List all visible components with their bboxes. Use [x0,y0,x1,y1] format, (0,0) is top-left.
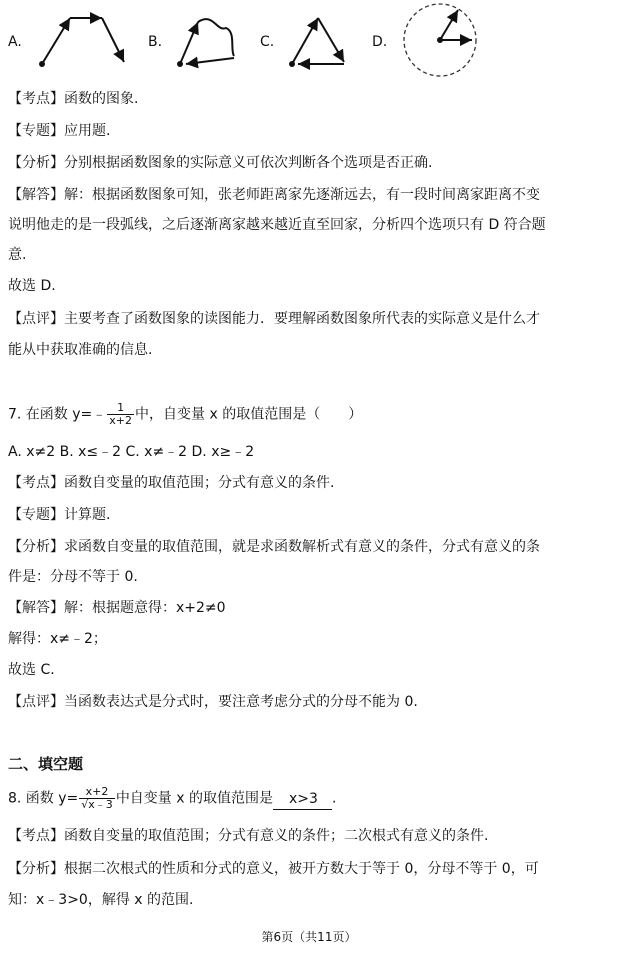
q8-frac-den: √x﹣3 [81,798,113,811]
section-heading-fill-blank: 二、填空题 [8,755,84,773]
q8-stem-prefix: 8. 函数 y= [8,790,79,807]
q7-fraction [107,402,134,427]
q6-jieda-line3: 意. [8,247,27,263]
q7-options: A. x≠2 B. x≤﹣2 C. x≠﹣2 D. x≥﹣2 [8,444,255,460]
q7-frac-num: 1 [107,402,134,415]
q7-fenxi-line1: 【分析】求函数自变量的取值范围，就是求函数解析式有意义的条件，分式有意义的条 [8,539,540,555]
option-a-label: A. [8,34,22,50]
q7-stem-suffix: 中，自变量 x 的取值范围是（ ） [135,406,363,423]
q8-frac-num: x+2 [79,786,115,799]
q8-fraction [79,786,115,811]
page-footer: 第6页（共11页） [261,930,357,944]
q6-jieda-line2: 说明他走的是一段弧线，之后逐渐离家越来越近直至回家，分析四个选项只有 D 符合题 [8,217,546,233]
option-b-label: B. [148,34,163,50]
q8-stem-end: . [331,790,337,807]
q7-jieda-line1: 【解答】解：根据题意得：x+2≠0 [8,600,226,616]
q6-dianping-line2: 能从中获取准确的信息. [8,342,153,358]
q8-stem [8,786,336,811]
q7-stem-prefix: 7. 在函数 y=﹣ [8,406,107,423]
q6-jieda-line1: 【解答】解：根据函数图象可知，张老师距离家先逐渐远去，有一段时间离家距离不变 [8,187,540,203]
q7-stem [8,402,362,427]
q7-answer: 故选 C. [8,662,55,678]
q6-answer: 故选 D. [8,278,56,294]
option-d-graph [398,2,482,80]
q7-fenxi-line2: 件是：分母不等于 0. [8,569,138,585]
q7-jieda-line2: 解得：x≠﹣2； [8,631,107,647]
q6-zhuanti: 【专题】应用题. [8,123,111,139]
q8-fenxi-line1: 【分析】根据二次根式的性质和分式的意义，被开方数大于等于 0，分母不等于 0，可 [8,861,539,877]
option-c-label: C. [260,34,275,50]
q7-zhuanti: 【专题】计算题. [8,507,111,523]
q6-kaodian: 【考点】函数的图象. [8,91,139,107]
option-c-graph [284,10,354,72]
option-a-graph [30,10,130,72]
q8-stem-mid: 中自变量 x 的取值范围是 [115,790,273,807]
q6-dianping-line1: 【点评】主要考查了函数图象的读图能力．要理解函数图象所代表的实际意义是什么才 [8,311,540,327]
q8-answer-blank: x>3 [273,789,332,810]
option-b-graph [170,10,240,72]
q6-fenxi: 【分析】分别根据函数图象的实际意义可依次判断各个选项是否正确. [8,155,433,171]
q7-dianping: 【点评】当函数表达式是分式时，要注意考虑分式的分母不能为 0. [8,694,418,710]
q7-kaodian: 【考点】函数自变量的取值范围；分式有意义的条件. [8,475,335,491]
q8-fenxi-line2: 知：x﹣3>0，解得 x 的范围. [8,892,194,908]
q8-kaodian: 【考点】函数自变量的取值范围；分式有意义的条件；二次根式有意义的条件. [8,828,489,844]
option-d-label: D. [372,34,388,50]
q7-frac-den: x+2 [109,414,133,427]
